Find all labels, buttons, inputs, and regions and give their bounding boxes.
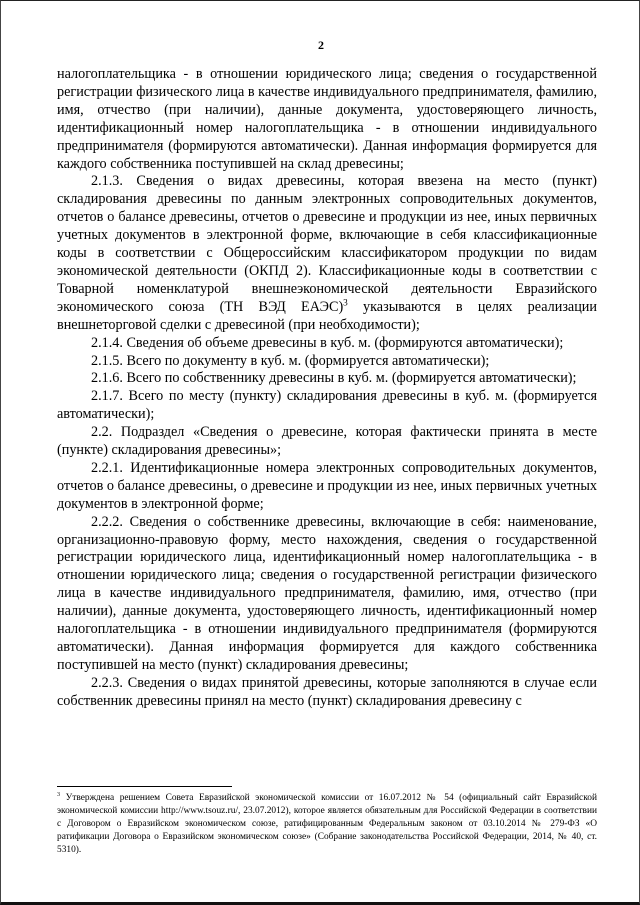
paragraph-2-1-6: 2.1.6. Всего по собственнику древесины в куб. м. (формируется автоматически);	[91, 370, 577, 387]
paragraph-2-1-3-tail: указываются в целях реализации внешнеторговой сделки с древесиной (при необходимости);	[57, 298, 597, 333]
footnote-reference[interactable]: 3	[343, 297, 348, 308]
paragraph-2-1-3	[57, 173, 597, 334]
footnote-separator	[57, 786, 232, 787]
paragraph-2-1-7: 2.1.7. Всего по месту (пункту) складирования древесины в куб. м. (формируется автоматически);	[57, 388, 597, 423]
footnote	[57, 792, 597, 857]
paragraph-2-1-5: 2.1.5. Всего по документу в куб. м. (формируется автоматически);	[91, 352, 490, 369]
paragraph-2-2: 2.2. Подраздел «Сведения о древесине, которая фактически принята в месте (пункте) складирования древесины»;	[57, 424, 597, 459]
document-body	[57, 66, 597, 711]
page-number: 2	[318, 38, 324, 52]
paragraph-2-1-4: 2.1.4. Сведения об объеме древесины в куб. м. (формируются автоматически);	[91, 334, 564, 351]
footnote-text: Утверждена решением Совета Евразийской экономической комиссии от 16.07.2012 № 54 (официальный сайт Евразийской экономической комиссии http://www.tsouz.ru/, 23.07.2012), которое является обязательным для Российской Федерации в соответствии с Договором о Евразийском экономическом союзе, ратифицированным Федеральным законом от 03.10.2014 № 279-ФЗ «О ратификации Договора о Евразийском экономическом союзе» (Собрание законодательства Российской Федерации, 2014, № 40, ст. 5310).	[57, 793, 597, 855]
paragraph-2-2-2: 2.2.2. Сведения о собственнике древесины, включающие в себя: наименование, организационно-правовую форму, место нахождения, сведения о государственной регистрации юридического лица, идентификационный номер налогоплательщика - в отношении юридического лица; сведения о государственной регистрации физического лица в качестве индивидуального предпринимателя, фамилию, имя, отчество (при наличии), данные документа, удостоверяющего личность, идентификационный номер налогоплательщика - в отношении индивидуального предпринимателя (формируются автоматически). Данная информация формируется для каждого собственника поступившей на место (пункт) складирования древесины;	[57, 513, 597, 673]
paragraph-continuation: налогоплательщика - в отношении юридического лица; сведения о государственной регистрации физического лица в качестве индивидуального предпринимателя, фамилию, имя, отчество (при наличии), данные документа, удостоверяющего личность, идентификационный номер налогоплательщика - в отношении индивидуального предпринимателя (формируются автоматически). Данная информация формируется для каждого собственника поступившей на склад древесины;	[57, 66, 597, 172]
paragraph-2-1-3-text: 2.1.3. Сведения о видах древесины, которая ввезена на место (пункт) складирования древесины по данным электронных сопроводительных документов, отчетов о балансе древесины, отчетов о древесине и продукции из нее, иных первичных учетных документов в электронной форме, включающие в себя классификационные коды в соответствии с Общероссийским классификатором продукции по видам экономической деятельности (ОКПД 2). Классификационные коды в соответствии с Товарной номенклатурой внешнеэкономической деятельности Евразийского экономического союза (ТН ВЭД ЕАЭС)	[57, 173, 597, 315]
paragraph-2-2-3: 2.2.3. Сведения о видах принятой древесины, которые заполняются в случае если собственник древесины принял на место (пункт) складирования древесину с	[57, 674, 597, 709]
paragraph-2-2-1: 2.2.1. Идентификационные номера электронных сопроводительных документов, отчетов о балансе древесины, о древесине и продукции из нее, иных первичных учетных документов в электронной форме;	[57, 459, 597, 512]
footnote-mark: 3	[57, 791, 61, 798]
